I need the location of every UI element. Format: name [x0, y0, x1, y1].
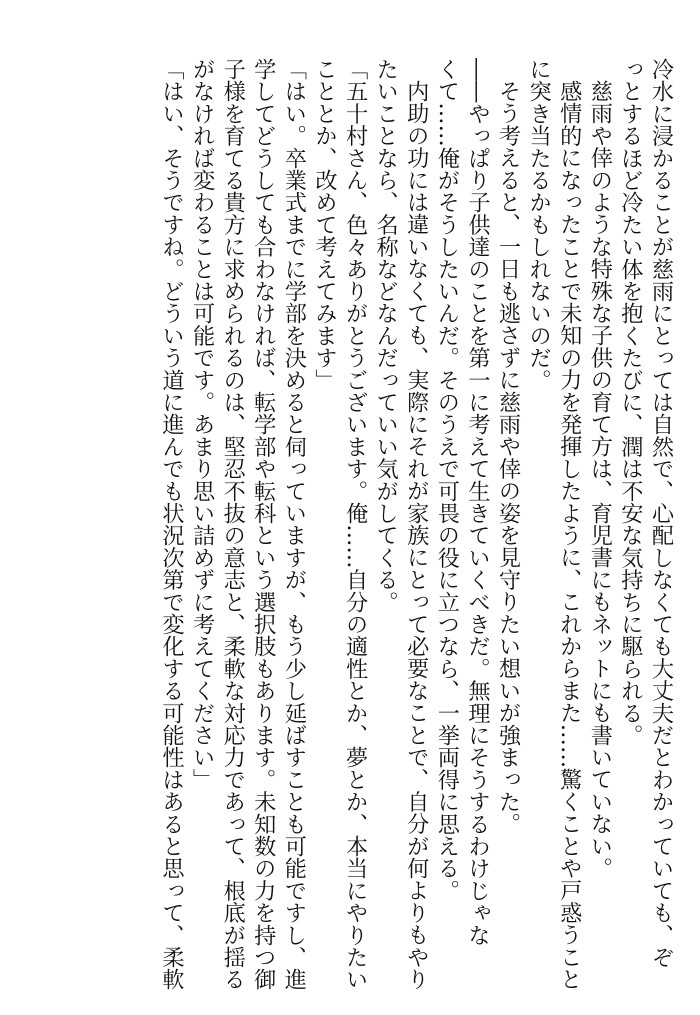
text-line-14: 学してどうしても合わなければ、転学部や転科という選択肢もあります。未知数の力を持つ御: [250, 58, 277, 991]
text-line-16: がなければ変わることは可能です。あまり思い詰めずに考えてください」: [189, 58, 216, 791]
text-line-12: こととか、改めて考えてみます」: [311, 58, 338, 391]
text-line-4: 感情的になったことで未知の力を発揮したように、これからまた……驚くことや戸惑うこと: [556, 80, 583, 991]
text-line-3: 慈雨や倖のような特殊な子供の育て方は、育児書にもネットにも書いていない。: [586, 80, 613, 880]
text-line-17: 「はい、そうですね。どういう道に進んでも状況次第で変化する可能性はあると思って、柔軟: [158, 58, 185, 991]
text-line-15: 子様を育てる貴方に求められるのは、堅忍不抜の意志と、柔軟な対応力であって、根底が揺る: [219, 58, 246, 991]
vertical-text-body: [156, 58, 676, 991]
text-line-9: 内助の功には違いなくても、実際にそれが家族にとって必要なことで、自分が何よりもやり: [403, 80, 430, 991]
text-line-6: そう考えると、一日も逃さずに慈雨や倖の姿を見守りたい想いが強まった。: [495, 80, 522, 835]
text-line-2: っとするほど冷たい体を抱くたびに、潤は不安な気持ちに駆られる。: [617, 58, 644, 747]
text-line-11: 「五十村さん、色々ありがとうございます。俺……自分の適性とか、夢とか、本当にやりたい: [342, 58, 369, 991]
text-line-8: くて……俺がそうしたいんだ。そのうえで可畏の役に立つなら、一挙両得に思える。: [433, 58, 460, 902]
text-line-5: に突き当たるかもしれないのだ。: [525, 58, 552, 391]
text-line-1: 冷水に浸かることが慈雨にとっては自然で、心配しなくても大丈夫だとわかっていても、ぞ: [648, 58, 674, 969]
text-line-7: ――やっぱり子供達のことを第一に考えて生きていくべきだ。無理にそうするわけじゃな: [464, 58, 491, 946]
text-line-13: 「はい。卒業式までに学部を決めると伺っていますが、もう少し延ばすことも可能ですし、進: [280, 58, 307, 991]
text-line-10: たいことなら、名称などなんだっていい気がしてくる。: [372, 58, 399, 613]
